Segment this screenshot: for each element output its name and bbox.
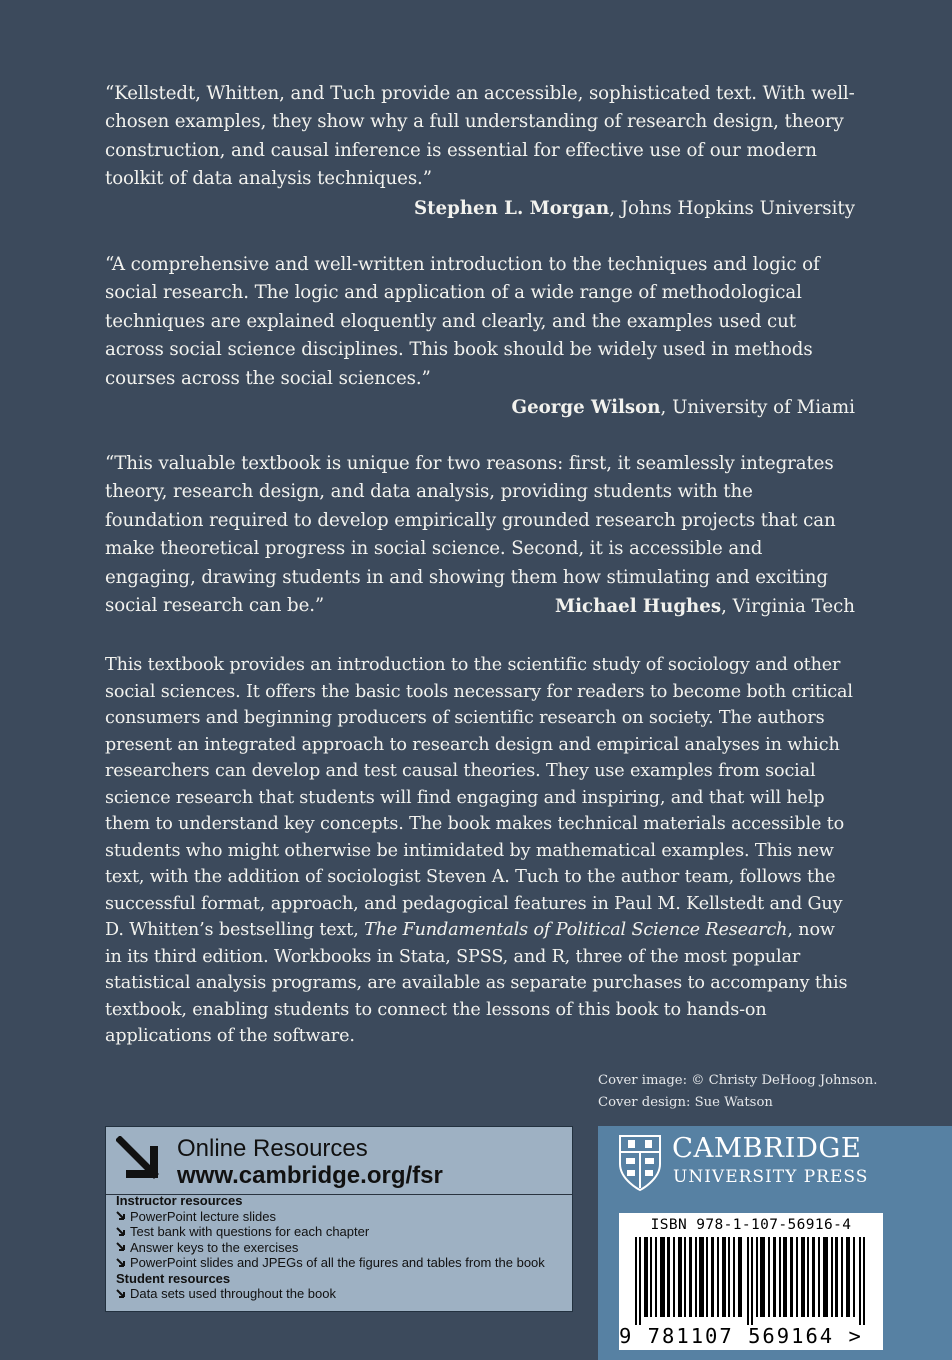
quote-3-affiliation: , Virginia Tech <box>721 596 855 617</box>
quote-1-author: Stephen L. Morgan <box>414 198 610 219</box>
cover-credits <box>598 1070 877 1114</box>
instructor-resources-heading: Instructor resources <box>116 1193 243 1208</box>
quote-1: “Kellstedt, Whitten, and Tuch provide an accessible, sophisticated text. With well-chosen examples, they show why a full understanding of research design, theory construction, and causal inference is essential for effective use of our modern toolkit of data analysis techniques.” <box>105 83 855 190</box>
cover-image-credit: Cover image: © Christy DeHoog Johnson. <box>598 1073 878 1088</box>
arrow-down-right-icon <box>116 1242 126 1252</box>
description-part-2: , now in its third edition. Workbooks in Stata, SPSS, and R, three of the most popular statistical analysis programs, are available as separate purchases to accompany this textbook, enabling students to connect the lessons of this book to hands-on applications of the software. <box>105 920 848 1046</box>
online-resources-box <box>105 1126 573 1312</box>
barcode-number: 9 781107 569164 > <box>619 1324 863 1348</box>
arrow-down-right-icon <box>116 1227 126 1237</box>
quote-1-affiliation: , Johns Hopkins University <box>609 198 855 219</box>
list-item <box>116 1286 545 1302</box>
quote-2-author: George Wilson <box>511 397 661 418</box>
publisher-press: UNIVERSITY PRESS <box>673 1167 869 1187</box>
quote-1-attribution <box>414 195 855 223</box>
arrow-down-right-icon <box>116 1258 126 1268</box>
list-item-label: Test bank with questions for each chapter <box>130 1224 370 1239</box>
resources-list <box>116 1193 545 1302</box>
online-resources-title: Online Resources <box>177 1135 368 1162</box>
quote-3: “This valuable textbook is unique for two reasons: first, it seamlessly integrates theory, research design, and data analysis, providing students with the foundation required to develop empirically grounded research projects that can make theoretical progress in social science. Second, it is accessible and engaging, drawing students in and showing them how stimulating and exciting social research can be.” <box>105 453 836 617</box>
publisher-name: CAMBRIDGE <box>672 1132 862 1164</box>
quote-3-author: Michael Hughes <box>555 596 722 617</box>
list-item-label: PowerPoint slides and JPEGs of all the figures and tables from the book <box>130 1255 545 1270</box>
arrow-down-right-icon <box>116 1211 126 1221</box>
quote-2: “A comprehensive and well-written introduction to the techniques and logic of social research. The logic and application of a wide range of methodological techniques are explained eloquently and clearly, and the examples used cut across social science disciplines. This book should be widely used in methods courses across the social sciences.” <box>105 254 820 389</box>
arrow-down-right-icon <box>116 1136 166 1186</box>
barcode-bars <box>635 1237 867 1325</box>
referenced-book-title: The Fundamentals of Political Science Research <box>364 920 788 940</box>
description-part-1: This textbook provides an introduction to the scientific study of sociology and other social sciences. It offers the basic tools necessary for readers to become both critical consumers and beginning producers of scientific research on society. The authors present an integrated approach to research design and empirical analyses in which researchers can develop and test causal theories. They use examples from social science research that students will find engaging and inspiring, and that will help them to understand key concepts. The book makes technical materials accessible to students who might otherwise be intimidated by mathematical examples. This new text, with the addition of sociologist Steven A. Tuch to the author team, follows the successful format, approach, and pedagogical features in Paul M. Kellstedt and Guy D. Whitten’s bestselling text, <box>105 655 853 940</box>
list-item-label: PowerPoint lecture slides <box>130 1208 276 1224</box>
cover-design-credit: Cover design: Sue Watson <box>598 1095 773 1110</box>
cambridge-crest-icon <box>618 1134 662 1192</box>
list-item <box>116 1240 545 1256</box>
online-resources-url[interactable]: www.cambridge.org/fsr <box>177 1162 443 1189</box>
isbn-barcode <box>619 1213 883 1350</box>
publisher-panel <box>598 1126 952 1360</box>
quote-3-attribution <box>555 593 855 621</box>
quote-2-affiliation: , University of Miami <box>660 397 855 418</box>
list-item <box>116 1209 545 1225</box>
list-item <box>116 1224 545 1240</box>
arrow-down-right-icon <box>116 1289 126 1299</box>
quote-2-attribution <box>512 394 855 422</box>
list-item <box>116 1255 545 1271</box>
list-item-label: Data sets used throughout the book <box>130 1286 336 1301</box>
list-item-label: Answer keys to the exercises <box>130 1239 299 1255</box>
student-resources-heading: Student resources <box>116 1270 231 1286</box>
isbn-number: ISBN 978-1-107-56916-4 <box>650 1217 852 1233</box>
book-description <box>105 652 855 1050</box>
